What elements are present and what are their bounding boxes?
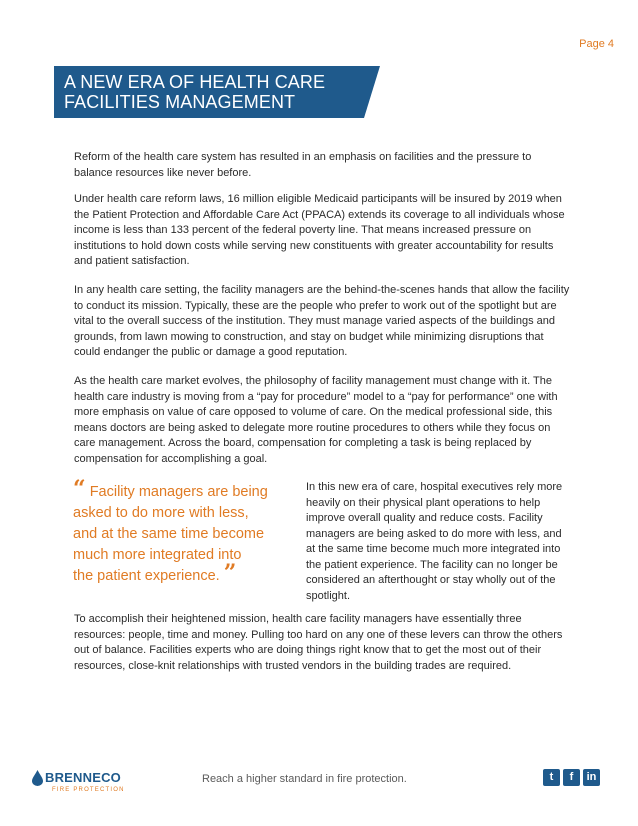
flame-drop-icon	[32, 770, 43, 786]
brenneco-logo	[32, 768, 142, 798]
paragraph-resources: To accomplish their heightened mission, health care facility managers have essentially three resources: people, time and money. Pulling too hard on any one of these levers can throw the others out of balance. Facilities experts who are doing things right know that to get the most out of their resources, close-knit relationships with trusted vendors in the building trades are required.	[74, 613, 563, 672]
twitter-icon[interactable]: t	[543, 769, 560, 786]
pull-quote-line-1: Facility managers are being	[89, 484, 268, 500]
logo-wordmark: BRENNECO	[45, 770, 121, 785]
pull-quote-line-3: and at the same time become	[73, 526, 265, 542]
paragraph-facility-managers: In any health care setting, the facility managers are the behind-the-scenes hands that allow the facility to conduct its mission. Typically, these are the people who prefer to work out of the spotlight but are vital to the overall success of the institution. They must manage varied aspects of the buildings and grounds, from lawn mowing to construction, and stay on budget while minimizing disruptions that could endanger the public or damage a good reputation.	[74, 284, 570, 358]
page-title-line-2: FACILITIES MANAGEMENT	[64, 92, 296, 112]
pull-quote-line-5: the patient experience.	[73, 568, 220, 584]
page-title-line-1: A NEW ERA OF HEALTH CARE	[64, 72, 326, 92]
open-quote-mark: “	[73, 476, 86, 502]
close-quote-mark: ”	[223, 560, 237, 586]
paragraph-intro: Reform of the health care system has resulted in an emphasis on facilities and the pressure to balance resources like never before.	[74, 151, 532, 179]
linkedin-icon[interactable]: in	[583, 769, 600, 786]
pull-quote-line-4: much more integrated into	[73, 547, 242, 563]
paragraph-new-era: In this new era of care, hospital executives rely more heavily on their physical plant operations to help improve overall quality and reduce costs. Facility managers are being asked to do more with less, and at the same time become much more integrated into the patient experience. The facility can no longer be considered an afterthought or stay wholly out of the spotlight.	[306, 481, 563, 602]
pull-quote	[73, 476, 285, 587]
pull-quote-line-2: asked to do more with less,	[73, 505, 249, 521]
footer-tagline: Reach a higher standard in fire protection.	[202, 773, 407, 785]
facebook-icon[interactable]: f	[563, 769, 580, 786]
page-number: Page 4	[579, 38, 614, 50]
paragraph-reform-laws: Under health care reform laws, 16 million eligible Medicaid participants will be insured by 2019 when the Patient Protection and Affordable Care Act (PPACA) extends its coverage to all individuals whose income is less than 133 percent of the federal poverty line. That means increased pressure on institutions to hold down costs while serving new constituents with greater accountability for results and patient satisfaction.	[74, 193, 565, 267]
paragraph-market-evolves: As the health care market evolves, the philosophy of facility management must change with it. The health care industry is moving from a “pay for procedure” model to a “pay for performance” one with more emphasis on value of care opposed to volume of care. On the medical professional side, this means doctors are being asked to delegate more routine procedures to others while they focus on care management. Across the board, compensation for completing a task is being replaced by compensation for accomplishing a goal.	[74, 375, 558, 465]
logo-subtext: FIRE PROTECTION	[52, 787, 125, 793]
title-banner	[54, 66, 380, 118]
page-title	[64, 72, 384, 112]
